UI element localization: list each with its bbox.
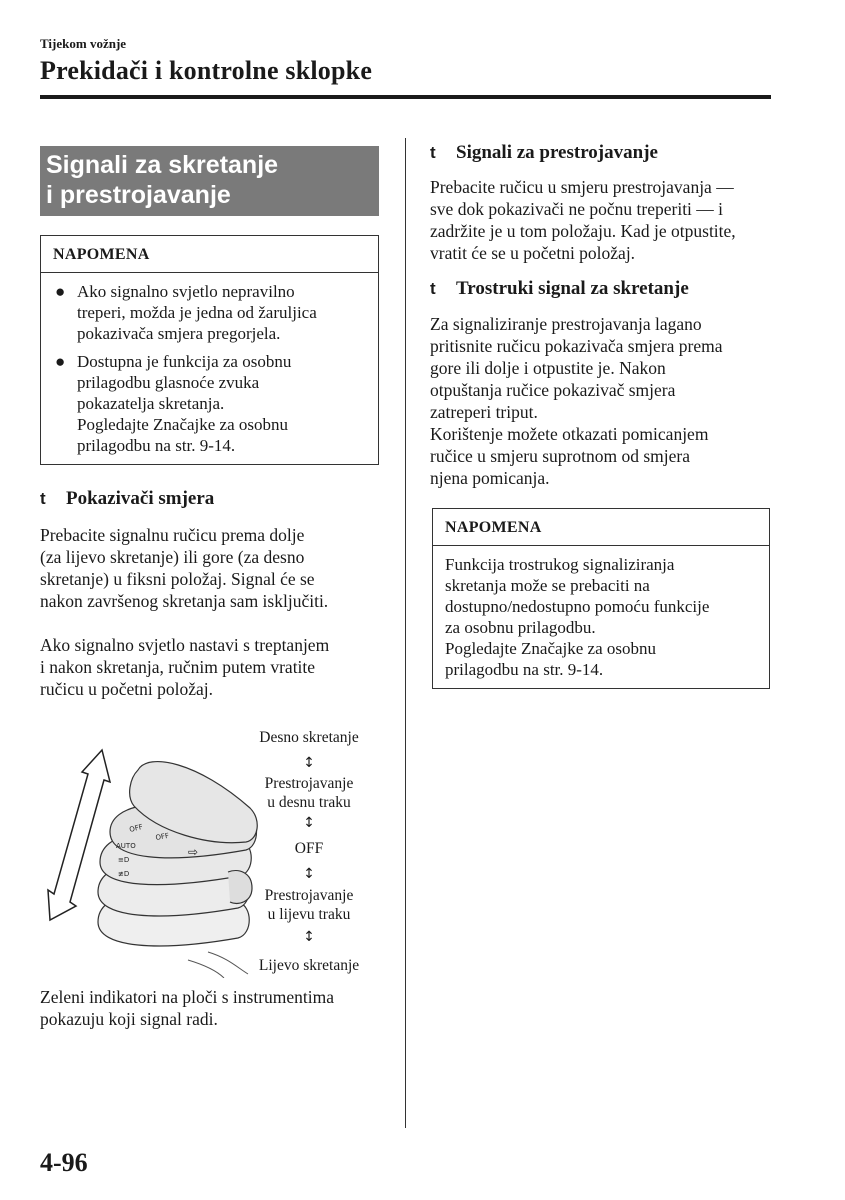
- switch-label-off-1: OFF: [128, 822, 144, 834]
- lever-illustration: [38, 722, 278, 978]
- title-rule: [40, 95, 771, 99]
- note-body: Funkcija trostrukog signaliziranja skretanja može se prebaciti na dostupno/nedostupno pomoću funkcije za osobnu prilagodbu. Pogledajte Značajke za osobnu prilagodbu na str. 9-14.: [445, 555, 710, 679]
- page-number: 4-96: [40, 1148, 88, 1177]
- subheading-lane-change: [430, 142, 658, 164]
- note-heading: NAPOMENA: [41, 236, 378, 273]
- note-bullet-text: Ako signalno svjetlo nepravilno treperi, možda je jedna od žaruljica pokazivača smjera pregorjela.: [77, 282, 317, 343]
- page-title: Prekidači i kontrolne sklopke: [40, 56, 373, 85]
- section-title-box: [40, 146, 379, 216]
- bullet-dot-icon: ●: [55, 282, 66, 301]
- switch-label-off-2: OFF: [154, 831, 170, 842]
- headlight-icon: ≡D: [118, 856, 130, 864]
- note-box: [40, 235, 379, 465]
- section-marker-icon: t: [40, 489, 46, 508]
- subheading-turn-signals: [40, 488, 214, 510]
- paragraph: Prebacite ručicu u smjeru prestrojavanja — sve dok pokazivači ne počnu treperiti — i zadržite je u tom položaju. Kad je otpustite, vratit će se u početni položaj.: [430, 177, 736, 263]
- label-lane-change-left: Prestrojavanje u lijevu traku: [264, 887, 354, 923]
- breadcrumb: Tijekom vožnje: [40, 36, 127, 51]
- label-right-turn: Desno skretanje: [259, 729, 359, 746]
- switch-label-auto: AUTO: [116, 842, 136, 850]
- note-body: [41, 273, 378, 464]
- lever-arrow-icon: ⇨: [188, 845, 199, 859]
- up-down-arrow-icon: ↕: [303, 815, 315, 831]
- label-lane-change-right: Prestrojavanje u desnu traku: [264, 775, 354, 811]
- up-down-arrow-icon: ↕: [303, 866, 315, 882]
- section-title-line-2: i prestrojavanje: [46, 181, 231, 209]
- paragraph: Prebacite signalnu ručicu prema dolje (za lijevo skretanje) ili gore (za desno skretanje) u fiksni položaj. Signal će se nakon završenog skretanja sam isključiti.: [40, 525, 329, 611]
- paragraph: Ako signalno svjetlo nastavi s treptanjem i nakon skretanja, ručnim putem vratite ručicu u početni položaj.: [40, 635, 330, 699]
- label-off: OFF: [294, 840, 324, 857]
- column-divider: [405, 138, 406, 1128]
- bullet-dot-icon: ●: [55, 352, 66, 371]
- diagram-caption: Zeleni indikatori na ploči s instrumentima pokazuju koji signal radi.: [40, 987, 335, 1029]
- note-bullet-text: Dostupna je funkcija za osobnu prilagodbu glasnoće zvuka pokazatelja skretanja. Pogledajte Značajke za osobnu prilagodbu na str. 9-14.: [77, 352, 292, 455]
- subheading-text: Pokazivači smjera: [66, 488, 215, 509]
- section-marker-icon: t: [430, 143, 436, 162]
- turn-signal-lever-diagram: [38, 722, 378, 978]
- fog-light-icon: ≢D: [118, 870, 130, 878]
- subheading-text: Signali za prestrojavanje: [456, 142, 658, 163]
- paragraph: Za signaliziranje prestrojavanja lagano pritisnite ručicu pokazivača smjera prema gore ili dolje i otpustite je. Nakon otpuštanja ručice pokazivač smjera zatreperi triput. Korištenje možete otkazati pomicanjem ručice u smjeru suprotnom od smjera njena pomicanja.: [430, 314, 723, 488]
- note-bullet: [53, 281, 366, 344]
- section-marker-icon: t: [430, 279, 436, 298]
- up-down-arrow-icon: ↕: [303, 929, 315, 945]
- note-bullet: [53, 351, 366, 456]
- note-box: [432, 508, 770, 689]
- subheading-triple-signal: [430, 278, 689, 300]
- up-down-arrow-icon: ↕: [303, 755, 315, 771]
- label-left-turn: Lijevo skretanje: [258, 957, 360, 974]
- subheading-text: Trostruki signal za skretanje: [456, 278, 689, 299]
- note-heading: NAPOMENA: [433, 509, 769, 546]
- section-title-line-1: Signali za skretanje: [46, 151, 279, 179]
